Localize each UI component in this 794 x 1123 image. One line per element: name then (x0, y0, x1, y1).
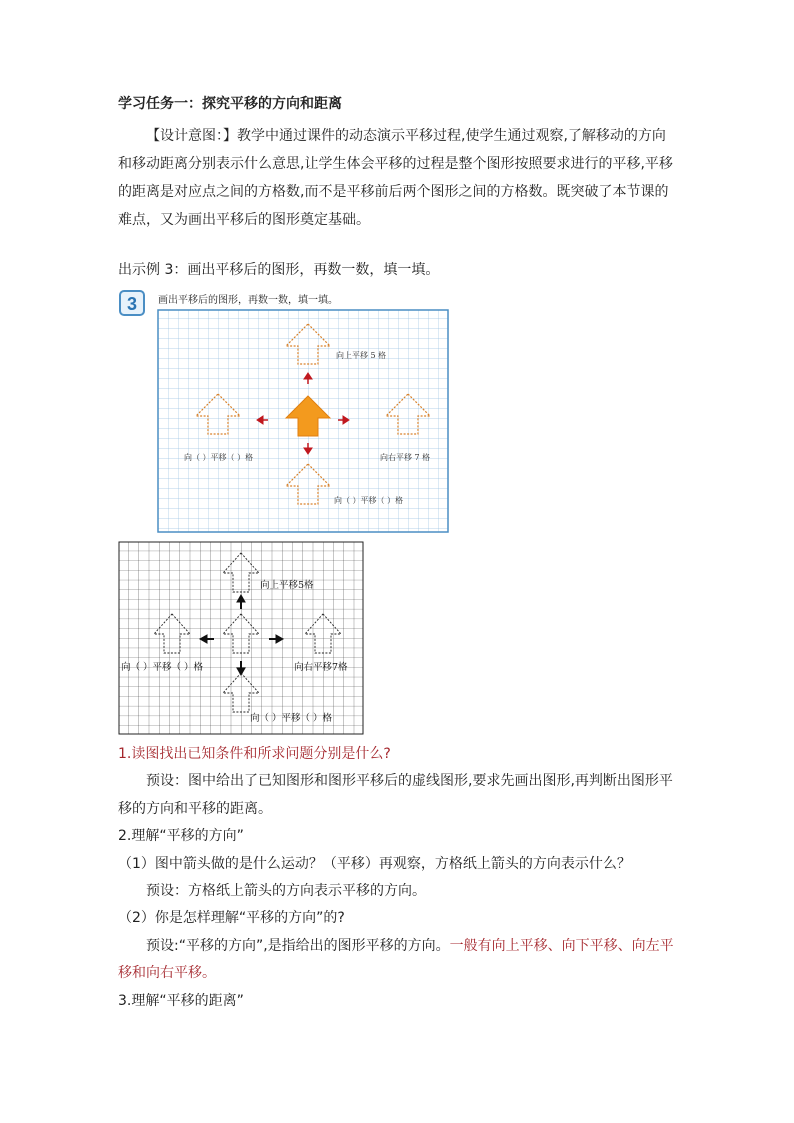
design-intent-text: 教学中通过课件的动态演示平移过程,使学生通过观察,了解移动的方向和移动距离分别表示什么意思,让学生体会平移的过程是整个图形按照要求进行的平移,平移的距离是对应点之间的方格数,而不是平移前后两个图形之间的方格数。既突破了本节课的难点，又为画出平移后的图形奠定基础。 (118, 128, 673, 228)
label-left: 向（ ）平移（ ）格 (184, 453, 254, 462)
design-intent (118, 122, 678, 234)
question-1: 1.读图找出已知条件和所求问题分别是什么? (118, 746, 391, 762)
svg-text:3: 3 (126, 294, 138, 314)
example-badge (120, 291, 144, 315)
design-intent-label: 【设计意图：】 (146, 128, 237, 144)
bw-label-up: 向上平移5格 (260, 580, 314, 591)
label-down: 向（ ）平移（ ）格 (334, 496, 404, 505)
section-title: 学习任务一：探究平移的方向和距离 (118, 96, 342, 112)
question-2-2: （2）你是怎样理解“平移的方向”的? (118, 910, 345, 927)
question-2-1: （1）图中箭头做的是什么运动？（平移）再观察，方格纸上箭头的方向表示什么？ (118, 855, 631, 872)
answer-part-a: 预设:“平移的方向”,是指给出的图形平移的方向。 (146, 937, 450, 954)
figure-caption: 画出平移后的图形，再数一数，填一填。 (158, 295, 338, 306)
bw-label-down: 向（ ）平移（ ）格 (250, 713, 333, 724)
question-3: 3.理解“平移的距离” (118, 992, 244, 1009)
bw-grid-figure (118, 541, 364, 735)
bw-label-right: 向右平移7格 (294, 662, 348, 673)
question-2-1-answer: 预设：方格纸上箭头的方向表示平移的方向。 (146, 883, 426, 900)
question-2-2-answer (118, 933, 678, 988)
label-right: 向右平移 7 格 (380, 453, 431, 462)
bw-label-left: 向（ ）平移（ ）格 (121, 662, 204, 673)
question-2: 2.理解“平移的方向” (118, 828, 244, 845)
questions-section (118, 741, 678, 1015)
textbook-figure (118, 288, 453, 534)
answer-part-b: 一般有向上平移、向下平移、向左平移和向右平移。 (118, 937, 674, 982)
example-intro: 出示例 3：画出平移后的图形，再数一数，填一填。 (118, 262, 440, 278)
bw-grid-paper (119, 542, 363, 734)
question-1-answer: 预设：图中给出了已知图形和图形平移后的虚线图形,要求先画出图形,再判断出图形平移的方向和平移的距离。 (118, 773, 673, 817)
label-up: 向上平移 5 格 (336, 351, 387, 360)
